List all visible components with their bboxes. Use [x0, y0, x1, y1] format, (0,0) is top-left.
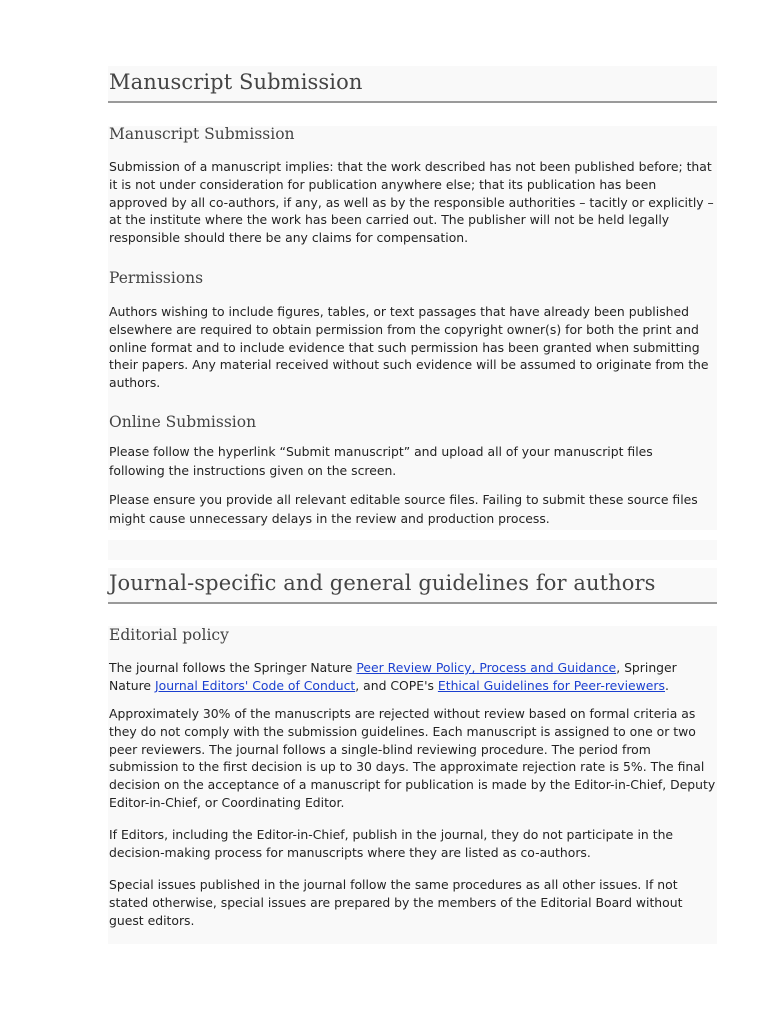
section-background	[108, 540, 717, 560]
text: , and COPE's	[355, 677, 438, 693]
peer-review-policy-link[interactable]: Peer Review Policy, Process and Guidance	[356, 660, 617, 675]
paragraph: Approximately 30% of the manuscripts are rejected without review based on formal criteria as they do not comply with the submission guidelines. Each manuscript is assigned to one or two peer reviewers. The journal follows a single-blind reviewing procedure. The period from submission to the first decision is up to 30 days. The approximate rejection rate is 5%. The final decision on the acceptance of a manuscript for publication is made by the Editor-in-Chief, Deputy Editor-in-Chief, or Coordinating Editor.	[109, 706, 716, 810]
paragraph: Please ensure you provide all relevant editable source files. Failing to submit these source files might cause unnecessary delays in the review and production process.	[109, 492, 698, 526]
paragraph: Authors wishing to include figures, tables, or text passages that have already been published elsewhere are required to obtain permission from the copyright owner(s) for both the print and online format and to include evidence that such permission has been granted when submitting their papers. Any material received without such evidence will be assumed to originate from the authors.	[109, 304, 709, 391]
section-divider	[108, 101, 717, 103]
paragraph	[109, 659, 717, 695]
subsection-heading: Manuscript Submission	[109, 125, 295, 143]
section-title: Manuscript Submission	[109, 70, 363, 94]
section-divider	[108, 602, 717, 604]
paragraph: If Editors, including the Editor-in-Chief, publish in the journal, they do not participate in the decision-making process for manuscripts where they are listed as co-authors.	[109, 827, 674, 860]
subsection-heading: Online Submission	[109, 413, 257, 431]
paragraph: Special issues published in the journal follow the same procedures as all other issues. If not stated otherwise, special issues are prepared by the members of the Editorial Board without guest editors.	[109, 877, 683, 928]
text: .	[664, 677, 669, 693]
editors-code-of-conduct-link[interactable]: Journal Editors' Code of Conduct	[154, 677, 356, 693]
text: The journal follows the Springer Nature	[109, 660, 357, 675]
subsection-heading: Permissions	[109, 269, 204, 287]
subsection-heading: Editorial policy	[109, 626, 229, 644]
section-title: Journal-specific and general guidelines for authors	[109, 571, 656, 595]
ethical-guidelines-link[interactable]: Ethical Guidelines for Peer-reviewers	[437, 677, 665, 693]
paragraph: Submission of a manuscript implies: that the work described has not been published before; that it is not under consideration for publication anywhere else; that its publication has been approved by all co-authors, if any, as well as by the responsible authorities – tacitly or explicitly – at the institute where the work has been carried out. The publisher will not be held legally responsible should there be any claims for compensation.	[109, 159, 714, 246]
text: , Springer Nature	[109, 660, 677, 693]
paragraph: Please follow the hyperlink “Submit manuscript” and upload all of your manuscript files following the instructions given on the screen.	[109, 444, 653, 478]
